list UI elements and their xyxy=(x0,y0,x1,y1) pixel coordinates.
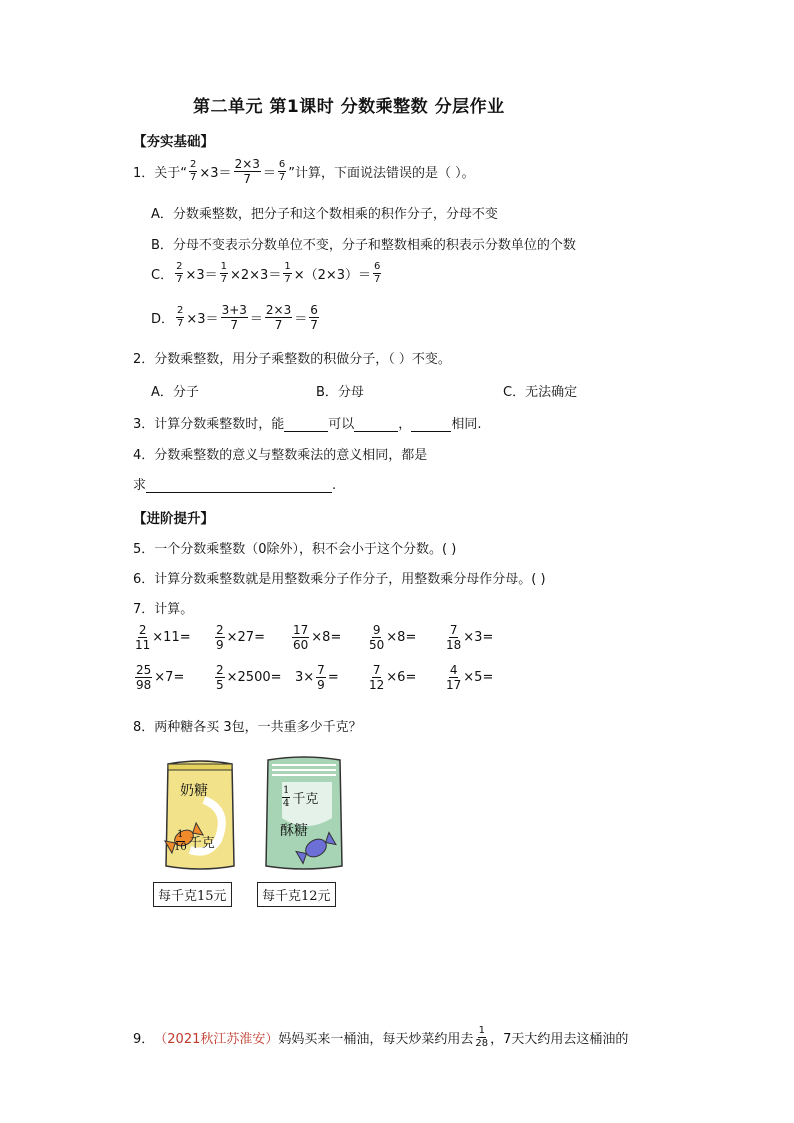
crisp-candy-bag xyxy=(262,756,346,870)
fraction: $\frac{6}{7}$ xyxy=(278,159,286,183)
q1-option-c: C． $\frac{2}{7}$ ×3＝ $\frac{1}{7}$ ×2×3＝ $\frac{1}{7}$ ×（2×3）＝ $\frac{6}{7}$ xyxy=(151,261,381,285)
bag1-weight: $\frac{1}{10}$ 千克 xyxy=(174,829,215,853)
expression: $\frac{2}{5}$ ×2500= xyxy=(216,663,282,692)
bag2-price-label: 每千克12元 xyxy=(257,882,336,907)
page-title: 第二单元 第1课时 分数乘整数 分层作业 xyxy=(193,97,505,117)
question-9: 9． （2021秋江苏淮安） 妈妈买来一桶油，每天炒菜约用去 $\frac{1}{28}$ ，7天大约用去这桶油的 xyxy=(133,1025,629,1049)
q1-option-d: D． $\frac{2}{7}$ ×3＝ $\frac{3+3}{7}$ ＝ $\frac{2\times 3}{7}$ ＝ $\frac{6}{7}$ xyxy=(151,303,318,332)
expression: $\frac{17}{60}$ ×8= xyxy=(293,623,342,652)
q1-option-a: A．分数乘整数，把分子和这个数相乘的积作分子，分母不变 xyxy=(151,207,498,222)
expression: $\frac{4}{17}$ ×5= xyxy=(446,663,494,692)
question-3: 3．计算分数乘整数时，能 可以 ， 相同. xyxy=(133,417,482,432)
question-5: 5．一个分数乘整数（0除外），积不会小于这个分数。( ) xyxy=(133,542,457,557)
expression: $\frac{7}{18}$ ×3= xyxy=(446,623,494,652)
milk-candy-bag xyxy=(160,760,240,870)
expression: 3× $\frac{7}{9}$ = xyxy=(295,663,339,692)
q1-option-b: B．分母不变表示分数单位不变，分子和整数相乘的积表示分数单位的个数 xyxy=(151,238,576,253)
expression: $\frac{25}{98}$ ×7= xyxy=(136,663,185,692)
q2-option-a: A．分子 xyxy=(151,385,199,400)
bag2-weight: $\frac{1}{4}$ 千克 xyxy=(283,785,319,809)
question-7: 7．计算。 xyxy=(133,602,194,617)
fraction: $\frac{2}{7}$ xyxy=(190,159,197,183)
q1-text: ×3＝ xyxy=(199,166,232,181)
q1-text: ＝ xyxy=(262,166,276,181)
fraction: $\frac{2\times 3}{7}$ xyxy=(234,157,260,186)
bag1-name: 奶糖 xyxy=(180,783,208,799)
bag1-price-label: 每千克15元 xyxy=(153,882,232,907)
question-4: 4．分数乘整数的意义与整数乘法的意义相同，都是 xyxy=(133,448,428,463)
section-basic: 【夯实基础】 xyxy=(133,134,214,150)
q1-text: ”计算，下面说法错误的是（ ）。 xyxy=(288,166,475,181)
answer-blank[interactable] xyxy=(411,418,451,432)
question-6: 6．计算分数乘整数就是用整数乘分子作分子，用整数乘分母作分母。( ) xyxy=(133,572,546,587)
q2-option-b: B．分母 xyxy=(316,385,364,400)
question-8: 8．两种糖各买 3包，一共重多少千克？ xyxy=(133,720,362,735)
question-source: （2021秋江苏淮安） xyxy=(154,1032,279,1047)
bag-illustration xyxy=(160,760,240,870)
q1-number: 1．关于“ xyxy=(133,166,188,181)
bag-illustration xyxy=(262,756,346,870)
expression: $\frac{7}{12}$ ×6= xyxy=(369,663,417,692)
section-advanced: 【进阶提升】 xyxy=(133,511,214,527)
fraction: $\frac{1}{28}$ xyxy=(475,1025,489,1049)
answer-blank[interactable] xyxy=(146,479,332,493)
expression: $\frac{9}{50}$ ×8= xyxy=(369,623,417,652)
question-2: 2．分数乘整数，用分子乘整数的积做分子，（ ）不变。 xyxy=(133,352,451,367)
answer-blank[interactable] xyxy=(354,418,398,432)
answer-blank[interactable] xyxy=(284,418,328,432)
bag2-name: 酥糖 xyxy=(280,823,308,839)
question-4-cont: 求 . xyxy=(133,478,337,493)
expression: $\frac{2}{11}$ ×11= xyxy=(135,623,191,652)
q2-option-c: C．无法确定 xyxy=(503,385,578,400)
question-1 xyxy=(133,158,475,185)
expression: $\frac{2}{9}$ ×27= xyxy=(216,623,265,652)
